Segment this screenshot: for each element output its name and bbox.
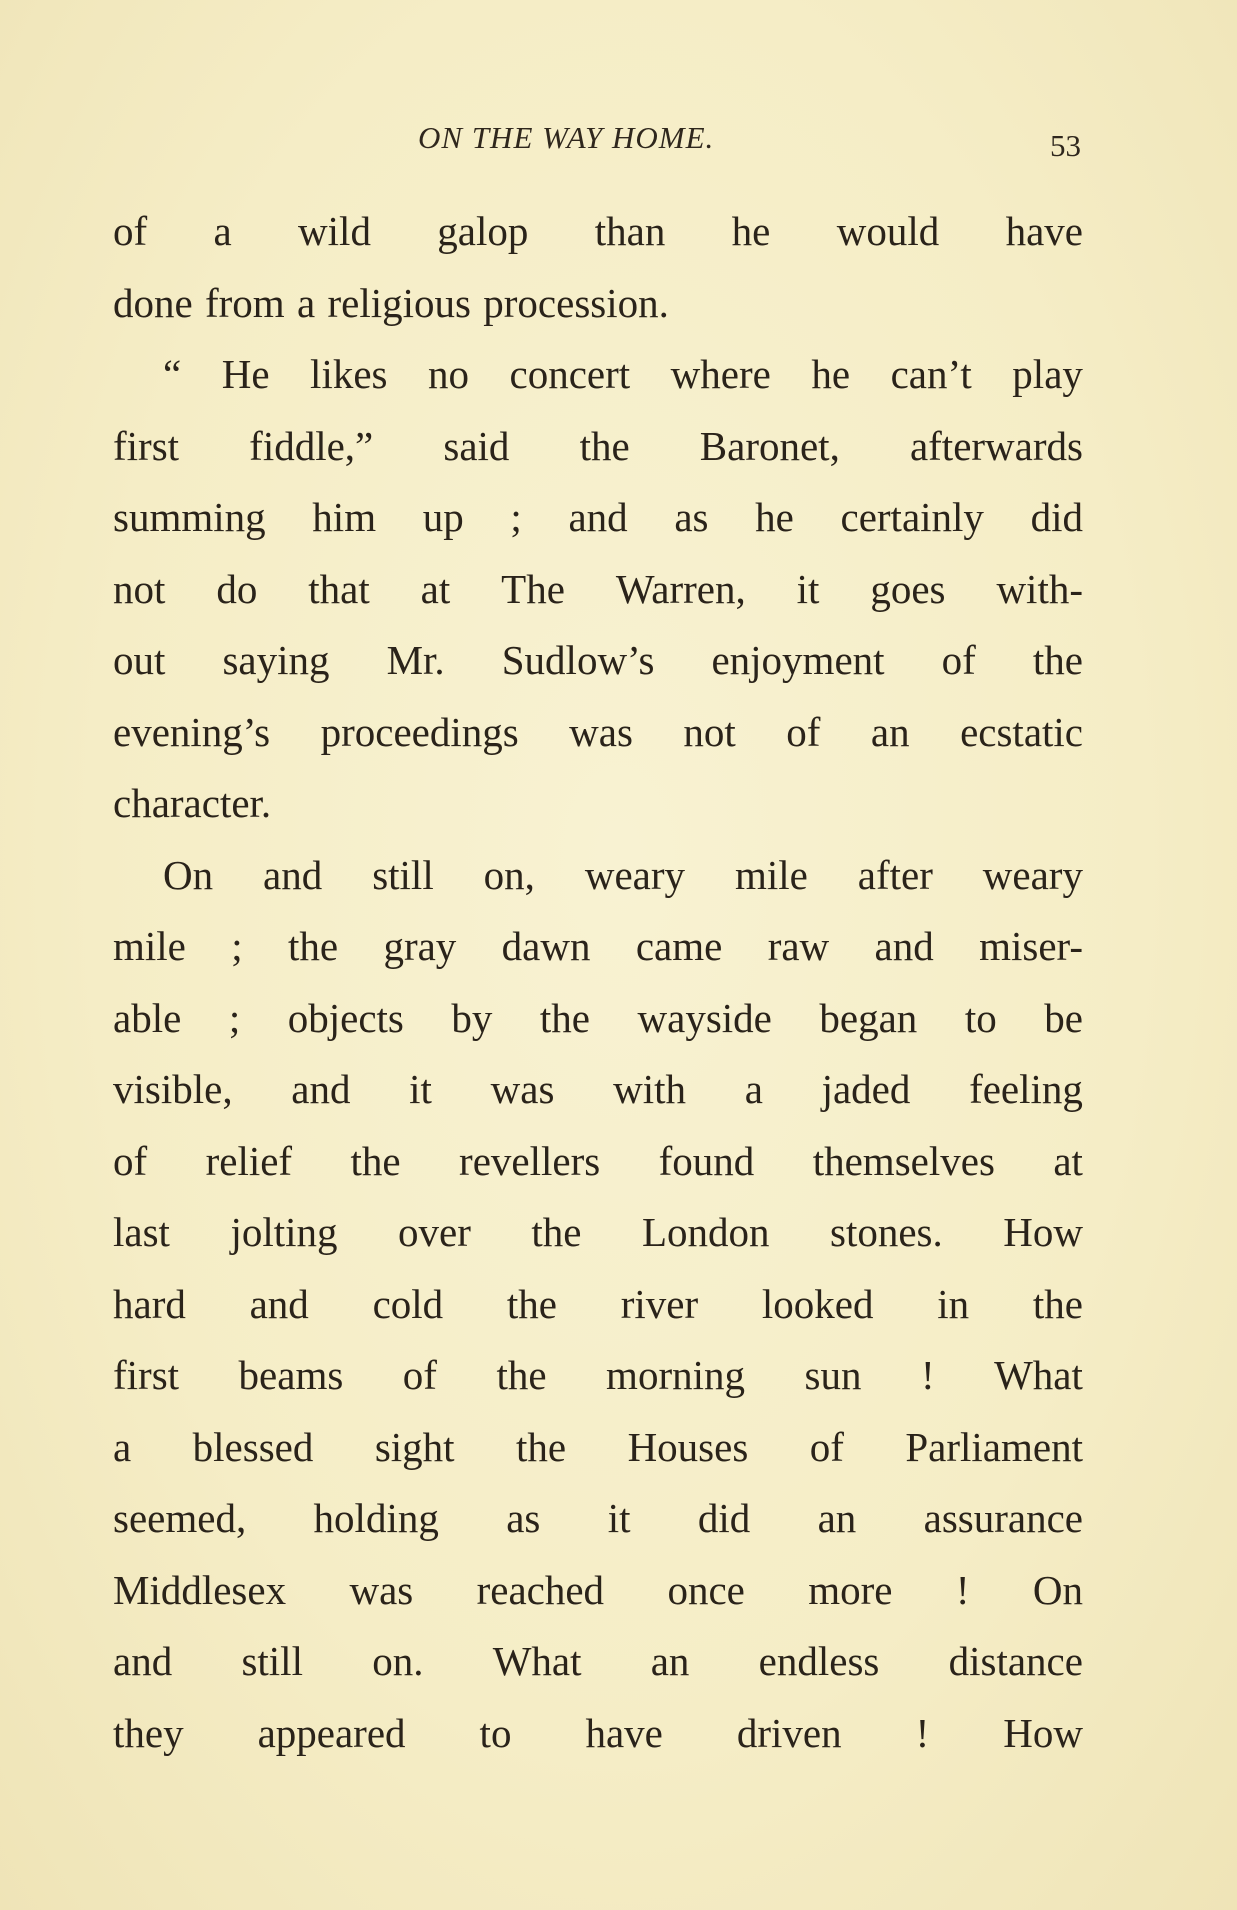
word: appeared (257, 1709, 406, 1756)
text-line (113, 1555, 1083, 1627)
word: goes (870, 565, 946, 612)
word: the (506, 1280, 557, 1327)
word: the (539, 994, 590, 1041)
word: How (1003, 1209, 1083, 1255)
word: the (350, 1137, 401, 1184)
word: Sudlow’s (501, 637, 655, 683)
word: they (113, 1709, 184, 1756)
word: no (428, 351, 469, 397)
word: concert (509, 351, 631, 397)
word: “ (163, 351, 182, 397)
word: evening’s (113, 708, 271, 755)
word: to (964, 994, 997, 1041)
word: still (241, 1638, 303, 1684)
text-line (113, 268, 1083, 340)
word: beams (238, 1352, 344, 1398)
word: was (349, 1566, 414, 1613)
word: mile (734, 851, 808, 898)
word: London (641, 1209, 770, 1255)
word: on, (483, 851, 535, 898)
word: assurance (923, 1495, 1083, 1541)
running-header (0, 120, 1237, 163)
text-line (113, 1483, 1083, 1555)
word: of (809, 1423, 844, 1470)
word: What (994, 1352, 1083, 1398)
word: and (113, 1638, 173, 1684)
word: weary (584, 851, 686, 898)
word: feeling (969, 1066, 1083, 1112)
text-line (113, 1698, 1083, 1770)
word: proceedings (320, 708, 519, 755)
word: revellers (459, 1137, 601, 1184)
text-line (113, 554, 1083, 626)
word: raw (767, 923, 830, 969)
word: more (808, 1566, 893, 1613)
word: as (506, 1495, 541, 1541)
word: relief (205, 1137, 293, 1184)
word: a (113, 1423, 132, 1470)
word: seemed, (113, 1495, 247, 1541)
word: themselves (812, 1137, 995, 1184)
word: out (113, 637, 166, 683)
word: cold (372, 1280, 444, 1327)
word: found (658, 1137, 755, 1184)
word: blessed (192, 1423, 314, 1470)
word: wild (298, 208, 371, 254)
word: not (683, 708, 736, 755)
word: fiddle,” (249, 422, 374, 469)
text-line (113, 1126, 1083, 1198)
text-line (113, 1197, 1083, 1269)
word: would (836, 208, 940, 254)
word: play (1012, 351, 1083, 397)
word: On (1032, 1566, 1083, 1613)
word: came (635, 923, 723, 969)
word: procession. (483, 279, 669, 326)
word: as (674, 494, 709, 540)
word: miser- (979, 923, 1083, 969)
word: with- (996, 565, 1083, 612)
word: of (113, 1137, 148, 1184)
word: Houses (627, 1423, 749, 1470)
word: and (874, 923, 934, 969)
word: a (297, 279, 316, 326)
word: have (1005, 208, 1083, 254)
text-line (113, 411, 1083, 483)
word: driven (736, 1709, 842, 1756)
word: that (308, 565, 370, 612)
word: Middlesex (113, 1566, 287, 1613)
word: ecstatic (960, 708, 1083, 755)
word: to (479, 1709, 512, 1756)
word: likes (310, 351, 388, 397)
word: can’t (890, 351, 972, 397)
word: the (1032, 637, 1083, 683)
word: than (594, 208, 666, 254)
word: He (221, 351, 270, 397)
word: him (312, 494, 377, 540)
word: at (1053, 1137, 1083, 1184)
word: over (398, 1209, 471, 1255)
word: once (667, 1566, 745, 1613)
word: said (443, 422, 510, 469)
word: of (113, 208, 148, 254)
word: sight (374, 1423, 455, 1470)
word: reached (476, 1566, 605, 1613)
word: was (569, 708, 633, 755)
word: done (113, 279, 193, 326)
word: and (291, 1066, 351, 1112)
word: of (786, 708, 821, 755)
word: the (1032, 1280, 1083, 1327)
body-text (113, 196, 1083, 1769)
word: of (402, 1352, 437, 1398)
word: jaded (821, 1066, 911, 1112)
word: sun (804, 1352, 862, 1398)
word: river (620, 1280, 699, 1327)
word: weary (982, 851, 1083, 898)
word: character. (113, 780, 272, 826)
word: and (263, 851, 323, 898)
word: he (731, 208, 771, 254)
text-line (113, 1340, 1083, 1412)
word: dawn (501, 923, 591, 969)
word: certainly (840, 494, 984, 540)
word: jolting (230, 1209, 338, 1255)
word: ; (231, 923, 243, 969)
word: ! (920, 1352, 935, 1398)
word: able (113, 994, 182, 1041)
word: objects (287, 994, 404, 1041)
word: did (1030, 494, 1083, 540)
word: wayside (637, 994, 772, 1041)
word: have (585, 1709, 663, 1756)
word: it (607, 1495, 631, 1541)
word: summing (113, 494, 266, 540)
word: of (941, 637, 976, 683)
word: gray (383, 923, 457, 969)
text-line (113, 840, 1083, 912)
word: with (613, 1066, 686, 1112)
word: the (531, 1209, 582, 1255)
text-line (113, 339, 1083, 411)
text-line (113, 911, 1083, 983)
word: and (249, 1280, 309, 1327)
word: began (819, 994, 918, 1041)
word: holding (313, 1495, 439, 1541)
word: where (670, 351, 771, 397)
word: by (451, 994, 493, 1041)
word: ! (915, 1709, 930, 1756)
word: first (113, 422, 180, 469)
running-title: ON THE WAY HOME. (418, 120, 715, 155)
word: it (409, 1066, 432, 1112)
word: an (817, 1495, 857, 1541)
word: visible, (113, 1066, 233, 1112)
text-line (113, 196, 1083, 268)
word: saying (222, 637, 330, 683)
word: religious (327, 279, 471, 326)
word: do (216, 565, 258, 612)
word: last (113, 1209, 170, 1255)
text-line (113, 697, 1083, 769)
word: an (650, 1638, 690, 1684)
text-line (113, 1626, 1083, 1698)
word: and (568, 494, 628, 540)
text-line (113, 768, 1083, 840)
word: Baronet, (699, 422, 840, 469)
word: he (755, 494, 794, 540)
word: a (744, 1066, 763, 1112)
word: How (1003, 1709, 1083, 1756)
word: after (857, 851, 933, 898)
word: endless (758, 1638, 880, 1684)
word: galop (437, 208, 529, 254)
word: a (213, 208, 232, 254)
word: the (516, 1423, 567, 1470)
word: On (163, 851, 214, 898)
word: the (496, 1352, 547, 1398)
word: an (870, 708, 910, 755)
word: up (422, 494, 464, 540)
word: enjoyment (711, 637, 885, 683)
word: in (937, 1280, 970, 1327)
word: Mr. (386, 637, 445, 683)
word: still (372, 851, 434, 898)
text-line (113, 1412, 1083, 1484)
word: at (420, 565, 451, 612)
word: be (1044, 994, 1083, 1041)
word: hard (113, 1280, 186, 1327)
word: The (501, 565, 565, 612)
word: ! (955, 1566, 970, 1613)
word: looked (761, 1280, 874, 1327)
word: ; (510, 494, 522, 540)
word: not (113, 565, 166, 612)
text-line (113, 1054, 1083, 1126)
text-line (113, 482, 1083, 554)
word: was (490, 1066, 555, 1112)
text-line (113, 1269, 1083, 1341)
word: on. (372, 1638, 424, 1684)
text-line (113, 983, 1083, 1055)
word: Warren, (615, 565, 746, 612)
text-line (113, 625, 1083, 697)
word: mile (113, 923, 186, 969)
word: ; (228, 994, 241, 1041)
word: stones. (830, 1209, 943, 1255)
word: distance (948, 1638, 1083, 1684)
word: it (796, 565, 820, 612)
word: the (288, 923, 339, 969)
word: Parliament (905, 1423, 1083, 1470)
word: first (113, 1352, 180, 1398)
word: from (205, 279, 285, 326)
word: the (579, 422, 630, 469)
word: afterwards (909, 422, 1083, 469)
word: morning (606, 1352, 745, 1398)
page-number: 53 (1050, 128, 1081, 163)
word: he (811, 351, 851, 397)
word: What (492, 1638, 582, 1684)
word: did (697, 1495, 751, 1541)
